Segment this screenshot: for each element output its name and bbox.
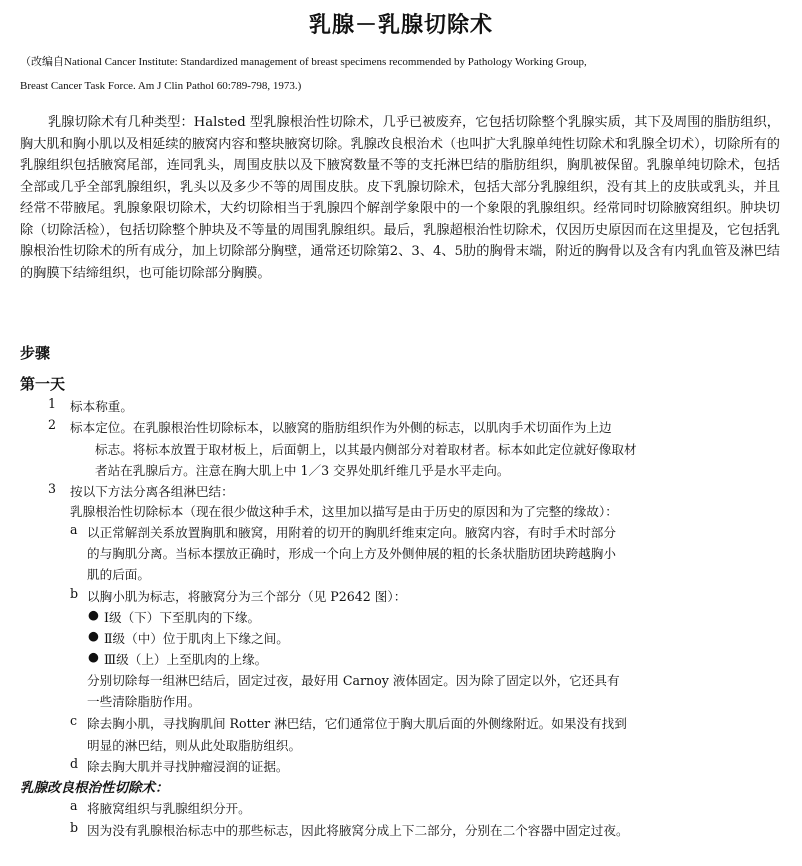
- page-title: 乳腺－乳腺切除术: [308, 13, 493, 38]
- subitem-a-line-3: 肌的后面。: [87, 567, 150, 582]
- source-citation: [20, 50, 780, 98]
- modified-radical-heading: 乳腺改良根治性切除术：: [20, 780, 169, 796]
- modified-a-letter: a: [70, 798, 78, 813]
- day-one-heading: 第一天: [20, 375, 66, 393]
- level-3-item: Ⅲ级（上）上至肌肉的上缘。: [104, 652, 268, 667]
- modified-b-text: 因为没有乳腺根治标志中的那些标志，因此将腋窝分成上下二部分，分别在二个容器中固定过夜。: [87, 823, 629, 838]
- item-2-number: 2: [48, 417, 57, 432]
- intro-paragraph: 乳腺切除术有几种类型：Halsted 型乳腺根治性切除术，几乎已被废弃，它包括切除整个乳腺实质，其下及周围的脂肪组织，胸大肌和胸小肌以及相延续的腋窝内容和整块腋窝切除。乳腺改良根治术（也叫扩大乳腺单纯性切除术和乳腺全切术），切除所有的乳腺组织包括腋窝尾部，连同乳头，周围皮肤以及下腋窝数量不等的支托淋巴结的脂肪组织，胸肌被保留。乳腺单纯切除术，包括全部或几乎全部乳腺组织，乳头以及多少不等的周围皮肤。皮下乳腺切除术，包括大部分乳腺组织，没有其上的皮肤或乳头，并且经常不带腋尾。乳腺象限切除术，大约切除相当于乳腺四个解剖学象限中的一个象限的乳腺组织。经常同时切除腋窝组织。肿块切除（切除活检），包括切除整个肿块及不等量的周围乳腺组织。最后，乳腺超根治性切除术，仅因历史原因而在这里提及，它包括乳腺根治性切除术的所有成分，加上切除部分胸壁，通常还切除第2、3、4、5肋的胸骨末端，附近的胸骨以及含有内乳血管及淋巴结的胸膜下结缔组织，也可能切除部分胸膜。: [20, 115, 780, 281]
- level-2-item: Ⅱ级（中）位于肌肉上下缘之间。: [104, 631, 289, 646]
- steps-heading: 步骤: [20, 344, 51, 362]
- bullet-icon: ●: [88, 628, 99, 643]
- level-1-item: Ⅰ级（下）下至肌肉的下缘。: [104, 610, 261, 625]
- item-2-line-1: 标本定位。在乳腺根治性切除标本，以腋窝的脂肪组织作为外侧的标志，以肌肉手术切面作为上边: [70, 420, 612, 435]
- subitem-a-letter: a: [70, 522, 78, 537]
- modified-b-letter: b: [70, 820, 79, 835]
- citation-line-2: Breast Cancer Task Force. Am J Clin Pathol 60:789-798, 1973.): [20, 80, 302, 92]
- subitem-a-line-2: 的与胸肌分离。当标本摆放正确时，形成一个向上方及外侧伸展的粗的长条状脂肪团块跨越胸小: [87, 546, 616, 561]
- subitem-b-note-line-1: 分别切除每一组淋巴结后，固定过夜，最好用 Carnoy 液体固定。因为除了固定以外，它还具有: [87, 673, 620, 688]
- subitem-b-text: 以胸小肌为标志，将腋窝分为三个部分（见 P2642 图）：: [87, 589, 407, 604]
- subitem-b-note-line-2: 一些清除脂肪作用。: [87, 694, 201, 709]
- citation-line-1: （改编自National Cancer Institute: Standardized management of breast specimens recommended by Pathology Working Group,: [20, 56, 587, 68]
- item-1-text: 标本称重。: [70, 399, 133, 414]
- item-2-line-3: 者站在乳腺后方。注意在胸大肌上中 1／3 交界处肌纤维几乎是水平走向。: [95, 463, 510, 478]
- item-1-number: 1: [48, 396, 57, 411]
- item-3-line-1: 按以下方法分离各组淋巴结：: [70, 484, 234, 499]
- subitem-c-line-1: 除去胸小肌，寻找胸肌间 Rotter 淋巴结，它们通常位于胸大肌后面的外侧缘附近。如果没有找到: [87, 716, 627, 731]
- subitem-d-letter: d: [70, 756, 79, 771]
- bullet-icon: ●: [88, 649, 99, 664]
- subitem-d-text: 除去胸大肌并寻找肿瘤浸润的证据。: [87, 759, 289, 774]
- subitem-b-letter: b: [70, 586, 79, 601]
- bullet-icon: ●: [88, 607, 99, 622]
- item-2-line-2: 标志。将标本放置于取材板上，后面朝上，以其最内侧部分对着取材者。标本如此定位就好像取材: [95, 442, 637, 457]
- item-3-line-2: 乳腺根治性切除标本（现在很少做这种手术，这里加以描写是由于历史的原因和为了完整的缘故）：: [70, 504, 618, 519]
- subitem-c-line-2: 明显的淋巴结，则从此处取脂肪组织。: [87, 738, 302, 753]
- modified-a-text: 将腋窝组织与乳腺组织分开。: [87, 801, 251, 816]
- subitem-a-line-1: 以正常解剖关系放置胸肌和腋窝，用附着的切开的胸肌纤维束定向。腋窝内容，有时手术时部分: [87, 525, 616, 540]
- item-3-number: 3: [48, 481, 57, 496]
- subitem-c-letter: c: [70, 713, 78, 728]
